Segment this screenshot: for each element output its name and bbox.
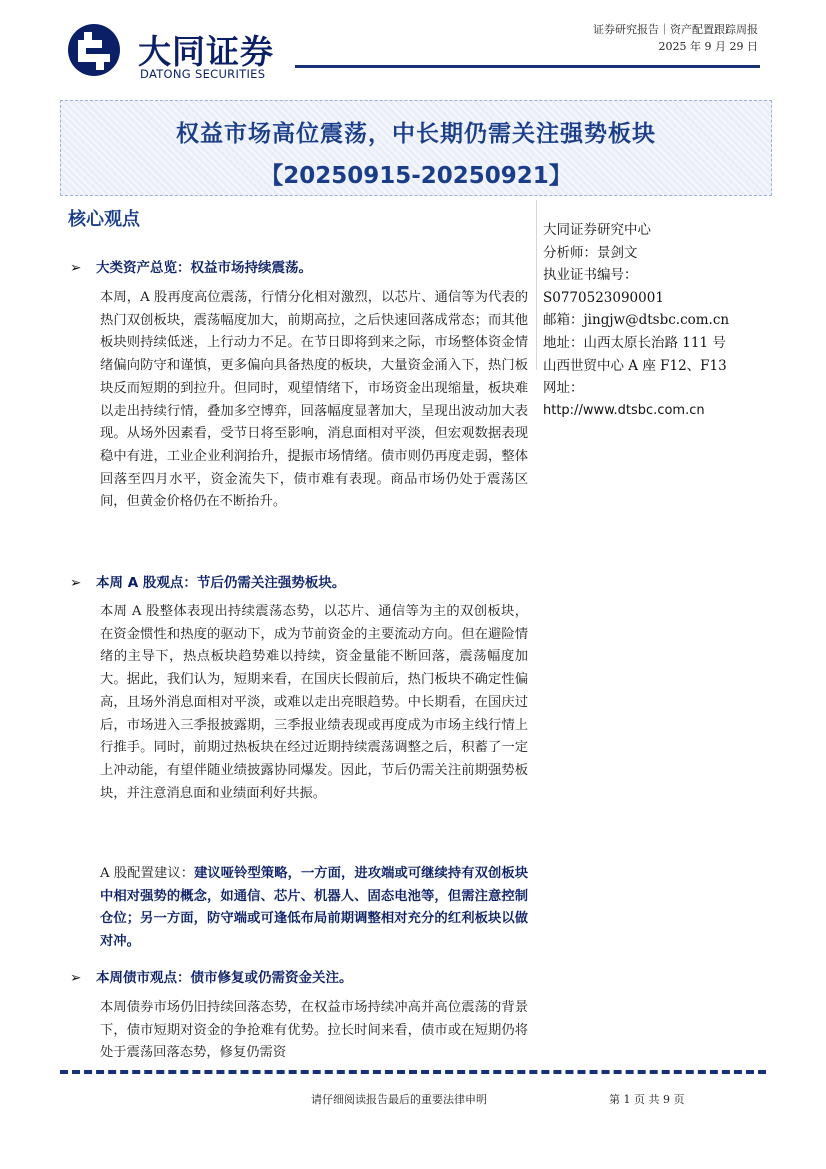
- logo-text-en: DATONG SECURITIES: [140, 67, 266, 81]
- report-date: 2025 年 9 月 29 日: [658, 40, 758, 53]
- email-link[interactable]: 邮箱：jingjw@dtsbc.com.cn: [543, 312, 730, 329]
- arrow-bullet-icon: ➢: [70, 970, 82, 986]
- footer-rule: [60, 1070, 766, 1074]
- bullet-heading: 本周债市观点：债市修复或仍需资金关注。: [96, 970, 353, 986]
- bullet-heading: 大类资产总览：权益市场持续震荡。: [96, 260, 312, 276]
- page-number: 第 1 页 共 9 页: [609, 1093, 685, 1106]
- cert-number: S0770523090001: [543, 289, 664, 306]
- arrow-bullet-icon: ➢: [70, 260, 82, 276]
- advice-label: A 股配置建议：: [100, 866, 195, 881]
- datong-logo-icon: [64, 22, 124, 78]
- section-title: 核心观点: [68, 209, 140, 230]
- address-line-1: 地址：山西太原长治路 111 号: [543, 334, 726, 351]
- paragraph-a-share-advice: [100, 863, 528, 954]
- org-name: 大同证券研究中心: [543, 222, 651, 238]
- analyst-info: [543, 219, 729, 422]
- bullet-asset-overview: [70, 256, 312, 276]
- advice-text: 建议哑铃型策略，一方面，进攻端或可继续持有双创板块中相对强势的概念，如通信、芯片、机器人、固态电池等，但需注意控制仓位；另一方面，防守端或可逢低布局前期调整相对充分的红利板块以做对冲。: [100, 866, 528, 950]
- report-period: 【20250915-20250921】: [260, 163, 572, 189]
- bullet-a-share-view: [70, 571, 345, 591]
- report-type: 证券研究报告｜资产配置跟踪周报: [593, 23, 758, 36]
- bullet-bond-view: [70, 966, 353, 986]
- column-divider: [536, 200, 537, 370]
- title-banner: [60, 100, 772, 196]
- cert-label: 执业证书编号：: [543, 267, 638, 284]
- paragraph-a-share-view: 本周 A 股整体表现出持续震荡态势，以芯片、通信等为主的双创板块，在资金惯性和热度的驱动下，成为节前资金的主要流动方向。但在避险情绪的主导下，热点板块趋势难以持续，资金量能不断回落，震荡幅度加大。据此，我们认为，短期来看，在国庆长假前后，热门板块不确定性偏高，且场外消息面相对平淡，或难以走出亮眼趋势。中长期看，在国庆过后，市场进入三季报披露期，三季报业绩表现或再度成为市场主线行情上行推手。同时，前期过热板块在经过近期持续震荡调整之后，积蓄了一定上冲动能，有望伴随业绩披露协同爆发。因此，节后仍需关注前期强势板块，并注意消息面和业绩面利好共振。: [100, 604, 528, 801]
- website-label: 网址：: [543, 380, 584, 397]
- header-rule: [295, 65, 760, 68]
- footer-disclaimer: 请仔细阅读报告最后的重要法律申明: [311, 1093, 487, 1106]
- website-link[interactable]: http://www.dtsbc.com.cn: [543, 402, 705, 418]
- address-line-2: 山西世贸中心 A 座 F12、F13: [543, 357, 727, 374]
- arrow-bullet-icon: ➢: [70, 575, 82, 591]
- logo-text-cn: 大同证券: [138, 32, 274, 71]
- analyst-name: 分析师：景剑文: [543, 244, 638, 261]
- paragraph-asset-overview: 本周，A 股再度高位震荡，行情分化相对激烈，以芯片、通信等为代表的热门双创板块，震荡幅度加大，前期高拉，之后快速回落成常态；而其他板块则持续低迷，上行动力不足。在节日即将到来之际，市场整体资金情绪偏向防守和谨慎，更多偏向具备热度的板块，大量资金涌入下，热门板块反而短期的到拉升。但同时，观望情绪下，市场资金出现缩量，板块难以走出持续行情，叠加多空博弈，回落幅度显著加大，呈现出波动加大表现。从场外因素看，受节日将至影响，消息面相对平淡，但宏观数据表现稳中有进，工业企业利润抬升，提振市场情绪。债市则仍再度走弱，整体回落至四月水平，资金流失下，债市难有表现。商品市场仍处于震荡区间，但黄金价格仍在不断抬升。: [100, 290, 528, 510]
- paragraph-bond-view: 本周债券市场仍旧持续回落态势，在权益市场持续冲高并高位震荡的背景下，债市短期对资金的争抢难有优势。拉长时间来看，债市或在短期仍将处于震荡回落态势，修复仍需资: [100, 1000, 528, 1061]
- bullet-heading: 本周 A 股观点：节后仍需关注强势板块。: [96, 575, 346, 591]
- company-logo: [64, 22, 284, 82]
- report-meta: [593, 21, 758, 55]
- report-title: 权益市场高位震荡，中长期仍需关注强势板块: [176, 121, 656, 147]
